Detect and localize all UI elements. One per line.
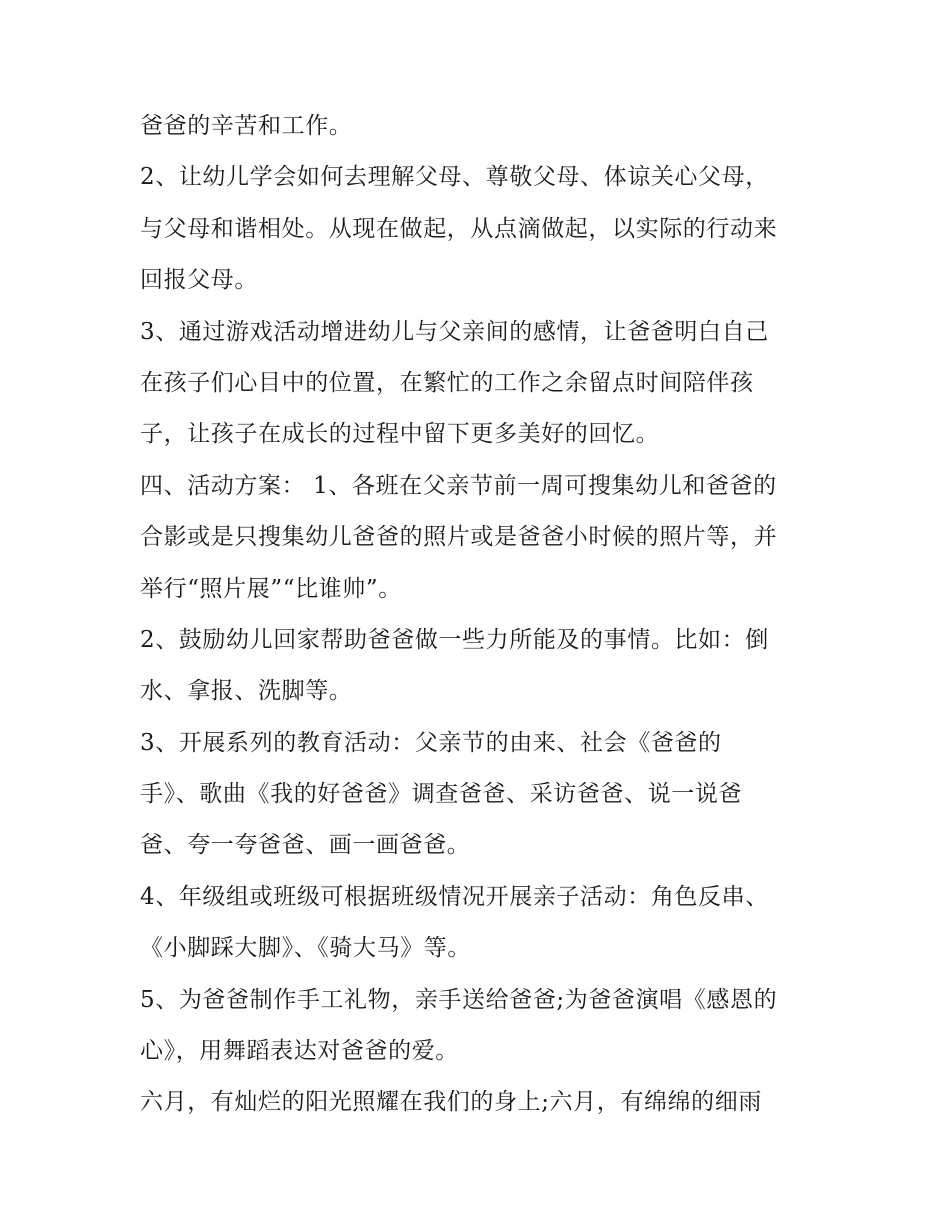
text-line: 六月，有灿烂的阳光照耀在我们的身上;六月，有绵绵的细雨 [140,1089,762,1116]
document-body [140,101,820,1129]
text-line: 《小脚踩大脚》、《骑大马》等。 [140,935,471,962]
text-line: 4、年级组或班级可根据班级情况开展亲子活动：角色反串、 [140,883,769,910]
text-line: 回报父母。 [140,267,258,294]
text-line: 四、活动方案： 1、各班在父亲节前一周可搜集幼儿和爸爸的 [140,472,777,499]
text-line: 合影或是只搜集幼儿爸爸的照片或是爸爸小时候的照片等，并 [140,524,778,551]
text-line: 在孩子们心目中的位置，在繁忙的工作之余留点时间陪伴孩 [140,369,754,396]
text-line: 5、为爸爸制作手工礼物，亲手送给爸爸;为爸爸演唱《感恩的 [140,986,778,1013]
text-line: 心》，用舞蹈表达对爸爸的爱。 [140,1038,459,1065]
text-line: 子，让孩子在成长的过程中留下更多美好的回忆。 [140,421,660,448]
text-line: 与父母和谐相处。从现在做起，从点滴做起，以实际的行动来 [140,215,778,242]
text-line: 2、鼓励幼儿回家帮助爸爸做一些力所能及的事情。比如：倒 [140,626,769,653]
text-line: 2、让幼儿学会如何去理解父母、尊敬父母、体谅关心父母， [140,164,769,191]
text-line: 手》、歌曲《我的好爸爸》调查爸爸、采访爸爸、说一说爸 [140,781,743,808]
text-line: 3、开展系列的教育活动：父亲节的由来、社会《爸爸的 [140,729,722,756]
text-line: 爸爸的辛苦和工作。 [140,113,353,139]
text-line: 爸、夸一夸爸爸、画一画爸爸。 [140,832,471,859]
text-line: 举行“照片展”“比谁帅”。 [140,575,402,602]
text-line: 水、拿报、洗脚等。 [140,678,353,705]
text-line: 3、通过游戏活动增进幼儿与父亲间的感情，让爸爸明白自己 [140,318,769,345]
